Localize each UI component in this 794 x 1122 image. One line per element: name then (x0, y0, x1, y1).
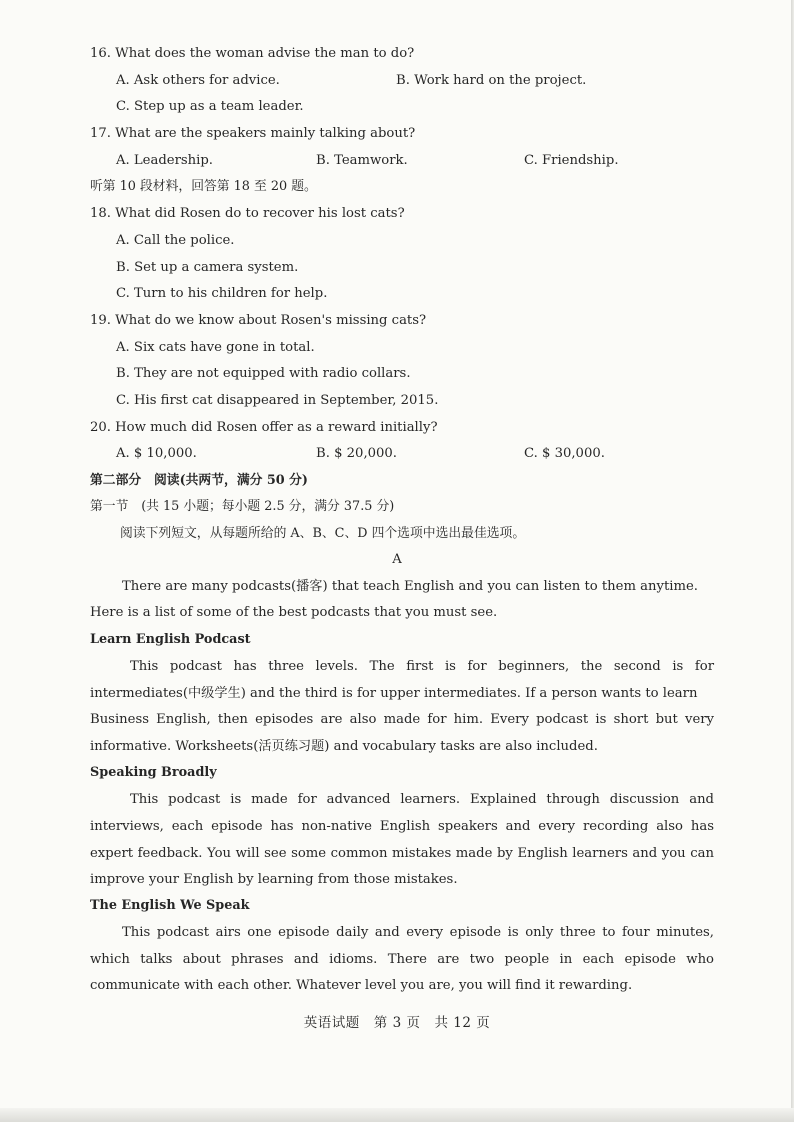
question-19-option-b: B. They are not equipped with radio collars. (116, 366, 411, 381)
question-16-stem: 16. What does the woman advise the man to do? (90, 46, 415, 61)
podcast-title-speaking-broadly: Speaking Broadly (90, 765, 217, 780)
podcast1-line-4: informative. Worksheets(活页练习题) and vocabulary tasks are also included. (90, 739, 598, 754)
podcast-title-english-we-speak: The English We Speak (90, 898, 250, 913)
passage-label: A (392, 552, 402, 567)
podcast2-line-4: improve your English by learning from those mistakes. (90, 872, 458, 887)
listening-instruction-10: 听第 10 段材料，回答第 18 至 20 题。 (90, 179, 317, 194)
question-20-option-a: A. $ 10,000. (116, 446, 197, 461)
question-17-option-a: A. Leadership. (116, 153, 213, 168)
question-19-option-a: A. Six cats have gone in total. (116, 340, 315, 355)
page-footer: 英语试题 第 3 页 共 12 页 (303, 1015, 491, 1031)
podcast3-line-2: which talks about phrases and idioms. There are two people in each episode who (90, 952, 714, 967)
podcast1-line-1: This podcast has three levels. The first is for beginners, the second is for (130, 659, 714, 674)
reading-part-title: 第二部分 阅读(共两节，满分 50 分) (90, 473, 308, 488)
question-18-option-a: A. Call the police. (116, 233, 235, 248)
question-18-stem: 18. What did Rosen do to recover his lost cats? (90, 206, 405, 221)
podcast1-line-2: intermediates(中级学生) and the third is for upper intermediates. If a person wants to learn (90, 686, 698, 701)
podcast3-line-1: This podcast airs one episode daily and every episode is only three to four minutes, (122, 925, 714, 940)
podcast1-line-3: Business English, then episodes are also made for him. Every podcast is short but very (90, 712, 714, 727)
question-16-option-a: A. Ask others for advice. (116, 73, 280, 88)
question-20-option-b: B. $ 20,000. (316, 446, 397, 461)
passage-intro-line-2: Here is a list of some of the best podcasts that you must see. (90, 605, 498, 620)
podcast2-line-2: interviews, each episode has non-native English speakers and every recording also has (90, 819, 714, 834)
question-20-stem: 20. How much did Rosen offer as a reward initially? (90, 420, 438, 435)
question-19-option-c: C. His first cat disappeared in September, 2015. (116, 393, 439, 408)
question-20-option-c: C. $ 30,000. (524, 446, 605, 461)
question-16-option-c: C. Step up as a team leader. (116, 99, 304, 114)
podcast-title-learn-english: Learn English Podcast (90, 632, 251, 647)
question-19-stem: 19. What do we know about Rosen's missing cats? (90, 313, 427, 328)
question-17-option-b: B. Teamwork. (316, 153, 408, 168)
passage-intro-line-1: There are many podcasts(播客) that teach English and you can listen to them anytime. (122, 579, 698, 594)
page-bottom-edge (0, 1108, 794, 1122)
question-18-option-b: B. Set up a camera system. (116, 260, 299, 275)
podcast3-line-3: communicate with each other. Whatever level you are, you will find it rewarding. (90, 978, 633, 993)
podcast2-line-3: expert feedback. You will see some common mistakes made by English learners and you can (90, 846, 714, 861)
question-17-option-c: C. Friendship. (524, 153, 619, 168)
question-16-option-b: B. Work hard on the project. (396, 73, 587, 88)
question-17-stem: 17. What are the speakers mainly talking about? (90, 126, 416, 141)
reading-instruction: 阅读下列短文，从每题所给的 A、B、C、D 四个选项中选出最佳选项。 (120, 526, 526, 541)
reading-section-title: 第一节 (共 15 小题；每小题 2.5 分，满分 37.5 分) (90, 499, 395, 514)
podcast2-line-1: This podcast is made for advanced learners. Explained through discussion and (130, 792, 714, 807)
question-18-option-c: C. Turn to his children for help. (116, 286, 328, 301)
